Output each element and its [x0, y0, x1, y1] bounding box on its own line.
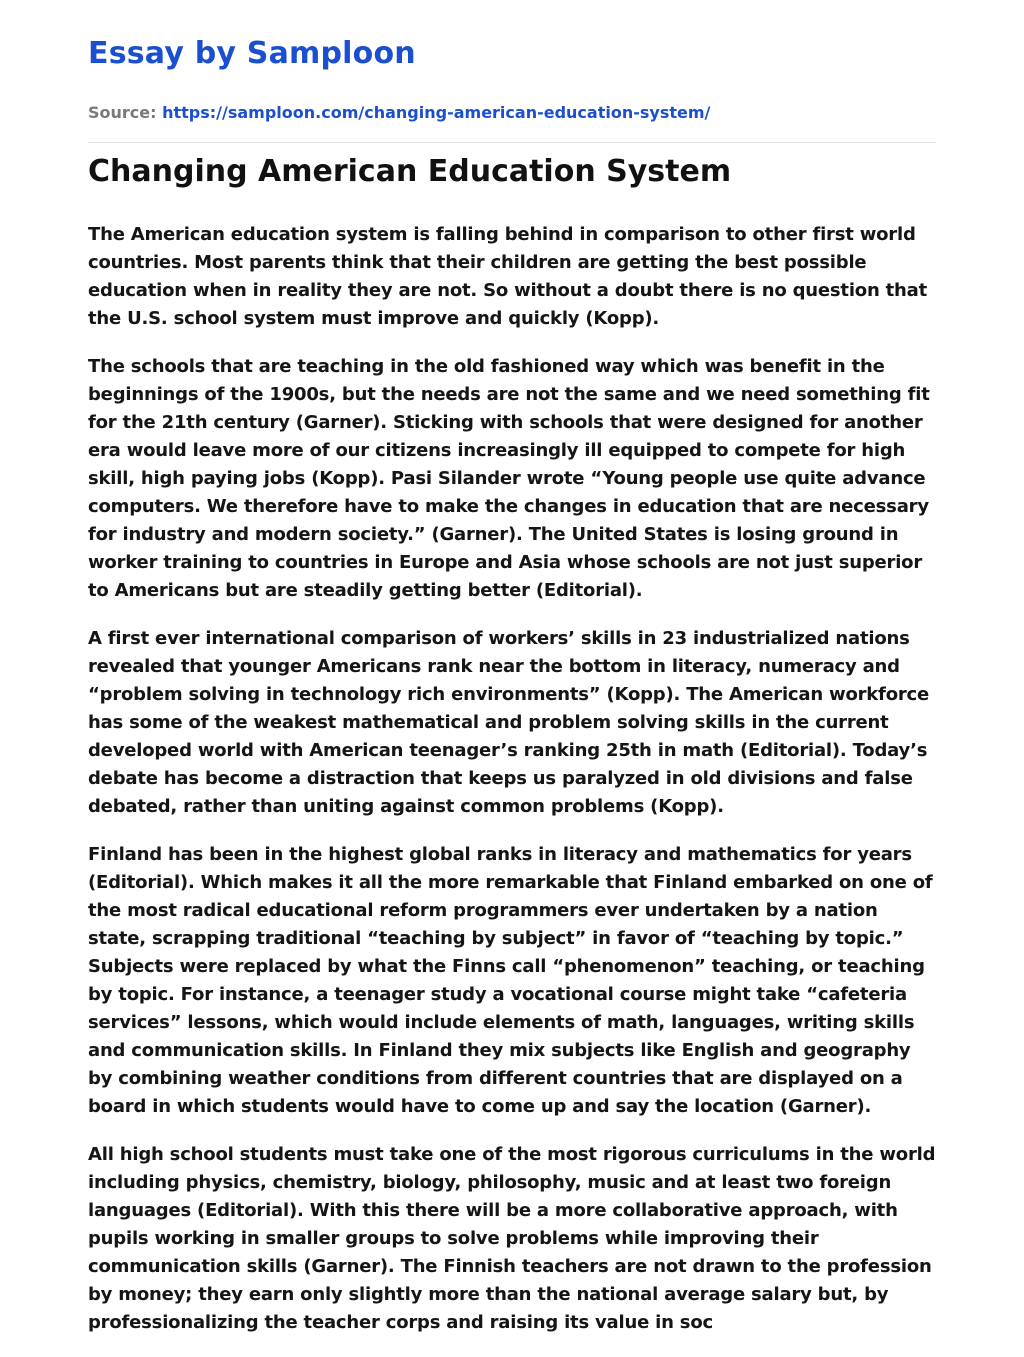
paragraph-5: All high school students must take one of the most rigorous curriculums in the world including physics, chemistry, biology, philosophy, music and at least two foreign languages (Editorial). With this there will be a more collaborative approach, with pupils working in smaller groups to solve problems while improving their communication skills (Garner). The Finnish teachers are not drawn to the profession by money; they earn only slightly more than the national average salary but, by professionalizing the teacher corps and raising its value in soc: [88, 1144, 936, 1333]
paragraph-3: A first ever international comparison of workers’ skills in 23 industrialized nations revealed that younger Americans rank near the bottom in literacy, numeracy and “problem solving in technology rich environments” (Kopp). The American workforce has some of the weakest mathematical and problem solving skills in the current developed world with American teenager’s ranking 25th in math (Editorial). Today’s debate has become a distraction that keeps us paralyzed in old divisions and false debated, rather than uniting against common problems (Kopp).: [88, 628, 930, 817]
page-title: Changing American Education System: [88, 154, 732, 189]
brand-title[interactable]: Essay by Samploon: [88, 36, 416, 71]
source-link[interactable]: https://samploon.com/changing-american-education-system/: [162, 103, 711, 122]
paragraph-4: Finland has been in the highest global ranks in literacy and mathematics for years (Editorial). Which makes it all the more remarkable that Finland embarked on one of the most radical educational reform programmers ever undertaken by a nation state, scrapping traditional “teaching by subject” in favor of “teaching by topic.” Subjects were replaced by what the Finns call “phenomenon” teaching, or teaching by topic. For instance, a teenager study a vocational course might take “cafeteria services” lessons, which would include elements of math, languages, writing skills and communication skills. In Finland they mix subjects like English and geography by combining weather conditions from different countries that are displayed on a board in which students would have to come up and say the location (Garner).: [88, 844, 933, 1117]
header-divider: [88, 142, 936, 143]
source-line: [88, 103, 710, 122]
paragraph-1: The American education system is falling behind in comparison to other first world countries. Most parents think that their children are getting the best possible education when in reality they are not. So without a doubt there is no question that the U.S. school system must improve and quickly (Kopp).: [88, 224, 928, 329]
paragraph-2: The schools that are teaching in the old fashioned way which was benefit in the beginnings of the 1900s, but the needs are not the same and we need something fit for the 21th century (Garner). Sticking with schools that were designed for another era would leave more of our citizens increasingly ill equipped to compete for high skill, high paying jobs (Kopp). Pasi Silander wrote “Young people use quite advance computers. We therefore have to make the changes in education that are necessary for industry and modern society.” (Garner). The United States is losing ground in worker training to countries in Europe and Asia whose schools are not just superior to Americans but are steadily getting better (Editorial).: [88, 356, 930, 601]
essay-body: [88, 221, 936, 1357]
source-label: Source:: [88, 103, 157, 122]
